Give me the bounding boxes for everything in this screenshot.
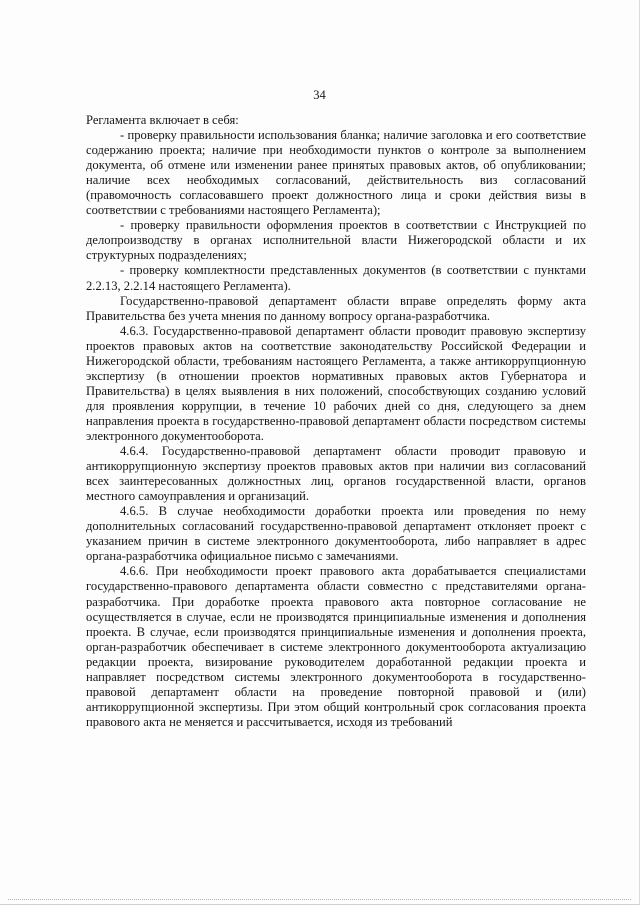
document-body	[86, 113, 586, 730]
paragraph-4-6-5: 4.6.5. В случае необходимости доработки проекта или проведения по нему дополнительных согласований государственно-правовой департамент отклоняет проект с указанием причин в системе электронного документооборота, либо направляет в адрес органа-разработчика официальное письмо с замечаниями.	[86, 504, 586, 564]
paragraph-4-6-3: 4.6.3. Государственно-правовой департамент области проводит правовую экспертизу проектов правовых актов на соответствие законодательству Российской Федерации и Нижегородской области, требованиям настоящего Регламента, а также антикоррупционную экспертизу (в отношении проектов нормативных правовых актов Губернатора и Правительства) в целях выявления в них положений, способствующих созданию условий для проявления коррупции, в течение 10 рабочих дней со дня, следующего за днем направления проекта в государственно-правовой департамент области посредством системы электронного документооборота.	[86, 323, 586, 443]
paragraph-check-completeness: - проверку комплектности представленных документов (в соответствии с пунктами 2.2.13, 2.2.14 настоящего Регламента).	[86, 263, 586, 293]
scan-edge-divider	[8, 899, 631, 901]
paragraph-4-6-4: 4.6.4. Государственно-правовой департамент области проводит правовую и антикоррупционную экспертизу проектов правовых актов при наличии виз согласований всех заинтересованных должностных лиц, органов государственной власти, органов местного самоуправления и организаций.	[86, 444, 586, 504]
page-number: 34	[313, 88, 326, 102]
paragraph-check-form: - проверку правильности использования бланка; наличие заголовка и его соответствие содержанию проекта; наличие при необходимости пунктов о контроле за выполнением документа, об отмене или изменении ранее принятых правовых актов, об опубликовании; наличие всех необходимых согласований, действительность виз согласований (правомочность согласовавшего проект должностного лица и сроки действия визы в соответствии с требованиями настоящего Регламента);	[86, 128, 586, 218]
paragraph-act-form: Государственно-правовой департамент области вправе определять форму акта Правительства без учета мнения по данному вопросу органа-разработчика.	[86, 293, 586, 323]
paragraph-intro: Регламента включает в себя:	[86, 113, 239, 127]
paragraph-4-6-6: 4.6.6. При необходимости проект правового акта дорабатывается специалистами государственно-правового департамента области совместно с представителями органа-разработчика. При доработке проекта правового акта повторное согласование не осуществляется в случае, если не производятся принципиальные изменения и дополнения проекта. В случае, если производятся принципиальные изменения и дополнения проекта, орган-разработчик обеспечивает в системе электронного документооборота актуализацию редакции проекта, визирование руководителем доработанной редакции проекта и направляет посредством системы электронного документооборота в государственно-правовой департамент области на проведение повторной правовой и (или) антикоррупционной экспертизы. При этом общий контрольный срок согласования проекта правового акта не меняется и рассчитывается, исходя из требований	[86, 564, 586, 729]
paragraph-check-formatting: - проверку правильности оформления проектов в соответствии с Инструкцией по делопроизводству в органах исполнительной власти Нижегородской области и их структурных подразделениях;	[86, 218, 586, 263]
